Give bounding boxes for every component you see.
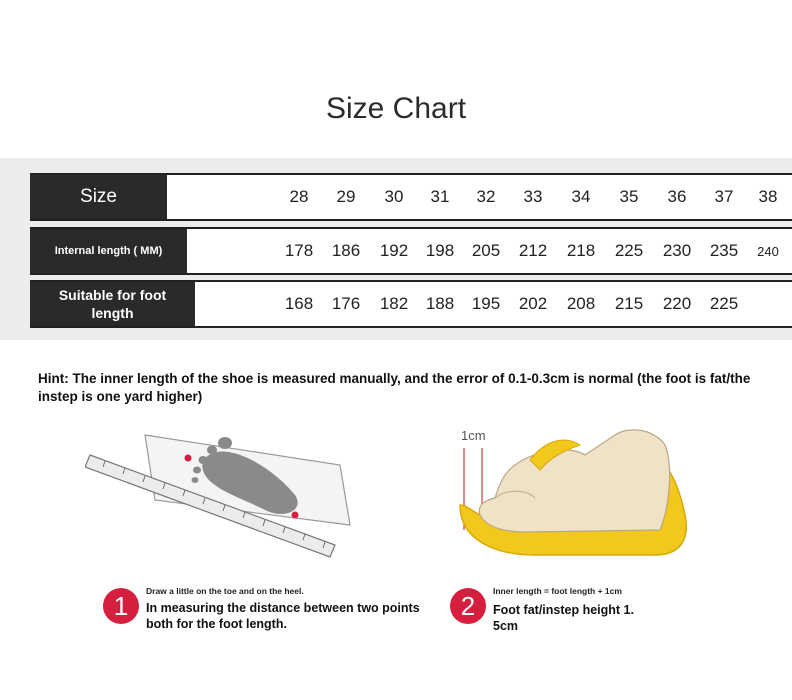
foot-length-cell: 195 [471,294,501,313]
size-row-cells [167,175,792,219]
step-two-caption-line1: Foot fat/instep height 1. [493,603,634,617]
page-title: Size Chart [325,92,467,125]
size-cell: 37 [714,187,734,206]
size-cell: 33 [523,187,543,206]
internal-length-cell: 218 [566,241,596,260]
internal-length-cell: 212 [518,241,548,260]
internal-length-cell: 235 [709,241,739,260]
foot-length-cells [167,282,792,326]
size-cell: 32 [476,187,496,206]
size-cell: 28 [289,187,309,206]
heel-mark-icon [292,512,299,519]
internal-length-cell: 178 [284,241,314,260]
internal-length-cell: 240 [757,243,779,259]
foot-measure-illustration [85,415,385,575]
internal-length-cell: 230 [662,241,692,260]
size-cell: 29 [336,187,356,206]
size-row [30,173,792,221]
foot-length-cell: 208 [566,294,596,313]
internal-length-cell: 225 [614,241,644,260]
internal-length-cell: 198 [425,241,455,260]
step-two-caption [493,602,693,634]
size-cell: 35 [619,187,639,206]
foot-length-cell: 225 [709,294,739,313]
internal-length-cell: 192 [379,241,409,260]
step-two-badge: 2 [450,588,486,624]
size-row-label: Size [30,175,167,219]
foot-length-cell: 188 [425,294,455,313]
foot-length-cell: 220 [662,294,692,313]
size-cell: 34 [571,187,591,206]
one-cm-label: 1cm [461,428,486,443]
step-one-badge: 1 [103,588,139,624]
step-one-caption: In measuring the distance between two points both for the foot length. [146,601,420,631]
internal-length-cell: 205 [471,241,501,260]
internal-length-cell: 186 [331,241,361,260]
foot-length-cell: 215 [614,294,644,313]
toe-mark-icon [185,455,192,462]
foot-length-cell: 176 [331,294,361,313]
size-cell: 30 [384,187,404,206]
internal-length-cells [167,229,792,273]
step-two-small-caption: Inner length = foot length + 1cm [493,586,622,596]
step-one-small-caption: Draw a little on the toe and on the heel. [146,586,304,596]
size-cell: 38 [758,187,778,206]
size-cell: 36 [667,187,687,206]
foot-length-row [30,280,792,328]
internal-length-label: Internal length ( MM) [30,229,187,273]
step-two-caption-line2: 5cm [493,619,519,633]
shoe-fit-illustration [455,420,705,565]
internal-length-row [30,227,792,275]
foot-length-cell: 168 [284,294,314,313]
foot-length-cell: 202 [518,294,548,313]
size-cell: 31 [430,187,450,206]
foot-length-cell: 182 [379,294,409,313]
foot-length-label: Suitable for foot length [30,282,195,326]
hint-text: Hint: The inner length of the shoe is measured manually, and the error of 0.1-0.3cm is normal (the foot is fat/the instep is one yard higher) [38,371,751,404]
